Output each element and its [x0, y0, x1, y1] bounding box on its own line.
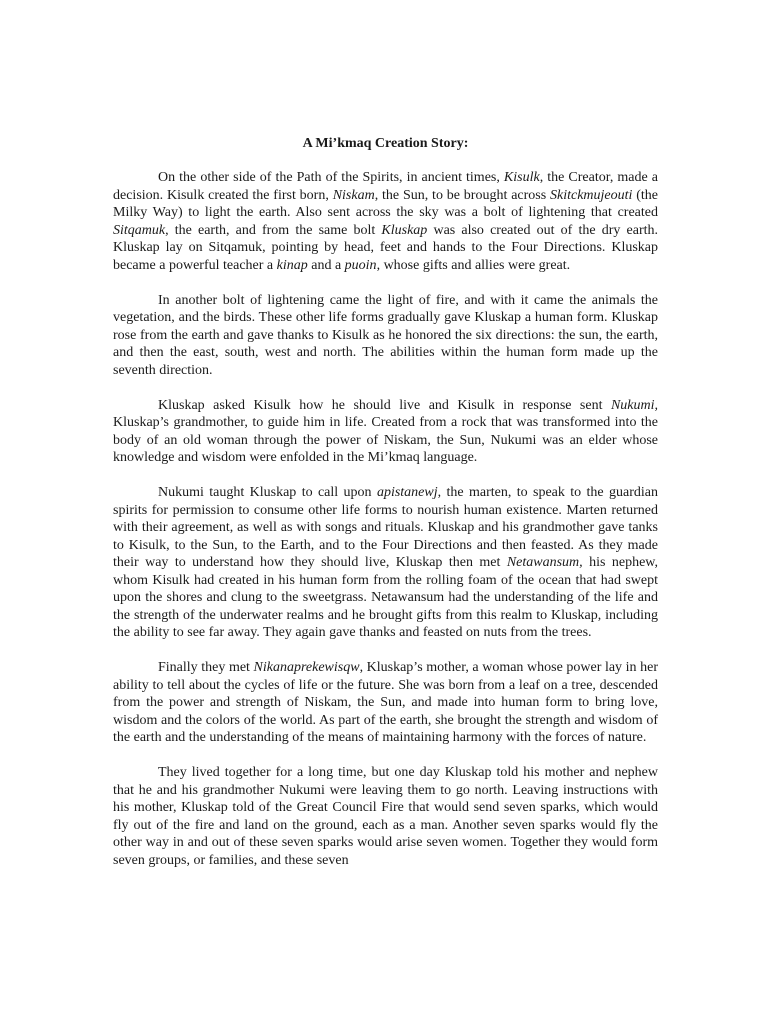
italic-term: Skitckmujeouti [550, 187, 633, 203]
italic-term: apistanewj [376, 485, 438, 500]
text-run: Finally they met [158, 660, 254, 675]
italic-term: Kisulk [503, 170, 540, 185]
text-run: , the marten, to speak to the guardian spirits for permission to consume other life forms to nourish human existence. Marten returned with their agreement, as well as with songs and rituals. Kluskap and his grandmother gave tanks to Kisulk, to the Sun, to the Earth, and to the Four Directions and then feasted. As they made their way to understand how they should live, Kluskap then met [113, 485, 658, 570]
text-run: Kluskap’s grandmother, to guide him in life. Created from a rock that was transformed into the body of an old woman through the power of Niskam, the Sun, Nukumi was an elder whose knowledge and wisdom were enfolded in the Mi’kmaq language. [113, 415, 658, 465]
text-run: , the Sun, to be brought across [374, 187, 550, 203]
text-run: his nephew, whom Kisulk had created in his human form from the rolling foam of the ocean that had swept upon the shores and clung to the sweetgrass. Netawansum had the understanding of the life and the strength of the underwater realms and he brought gifts from this realm to Kluskap, including the ability to see far away. They again gave thanks and feasted on nuts from the trees. [113, 555, 658, 640]
text-run: , the earth, and from the same bolt [165, 222, 382, 238]
text-run: In another bolt of lightening came the light of fire, and with it came the animals the vegetation, and the birds. These other life forms gradually gave Kluskap a human form. Kluskap rose from the earth and gave thanks to Kisulk as he honored the six directions: the sun, the earth, and then the east, south, west and north. The abilities within the human form made up the seventh direction. [113, 292, 658, 378]
paragraph [113, 292, 658, 380]
italic-term: Sitqamuk [113, 222, 166, 238]
text-run: was also created out of the dry earth. Kluskap lay on Sitqamuk, pointing by head, feet and hands to the Four Directions. Kluskap became a powerful teacher a [113, 222, 658, 273]
italic-term: kinap [276, 257, 308, 273]
paragraph [113, 484, 658, 642]
paragraph [113, 397, 658, 467]
paragraph [113, 169, 658, 274]
italic-term: Nukumi, [610, 397, 658, 413]
text-run: Nukumi taught Kluskap to call upon [158, 485, 377, 500]
text-run: and a [307, 257, 345, 273]
text-run: , whose gifts and allies were great. [376, 257, 571, 273]
italic-term: Kluskap [381, 222, 428, 238]
text-run: Kluskap asked Kisulk how he should live and Kisulk in response sent [158, 397, 611, 413]
text-run: , the Creator, made a decision. Kisulk created the first born, [113, 170, 658, 203]
italic-term: Nikanaprekewisqw [253, 660, 360, 675]
document-title: A Mi’kmaq Creation Story: [302, 136, 469, 151]
italic-term: puoin [344, 257, 377, 273]
text-run: , Kluskap’s mother, a woman whose power lay in her ability to tell about the cycles of life or the future. She was born from a leaf on a tree, descended from the power and strength of Niskam, the Sun, and made into human form to bring love, wisdom and the colors of the world. As part of the earth, she brought the strength and wisdom of the earth and the understanding of the means of maintaining harmony with the forces of nature. [113, 660, 658, 745]
paragraph [113, 659, 658, 747]
text-run: (the Milky Way) to light the earth. Also sent across the sky was a bolt of lightening that created [113, 187, 659, 220]
document-page [113, 0, 658, 1024]
document-body [113, 169, 658, 887]
italic-term: Niskam [332, 187, 375, 203]
text-run: They lived together for a long time, but one day Kluskap told his mother and nephew that he and his grandmother Nukumi were leaving them to go north. Leaving instructions with his mother, Kluskap told of the Great Council Fire that would send seven sparks, which would fly out of the fire and land on the ground, each as a man. Another seven sparks would fly the other way in and out of these seven sparks would arise seven women. Together they would form seven groups, or families, and these seven [113, 765, 658, 868]
italic-term: Netawansum, [506, 555, 583, 570]
paragraph [113, 764, 658, 869]
text-run: On the other side of the Path of the Spirits, in ancient times, [158, 170, 504, 185]
